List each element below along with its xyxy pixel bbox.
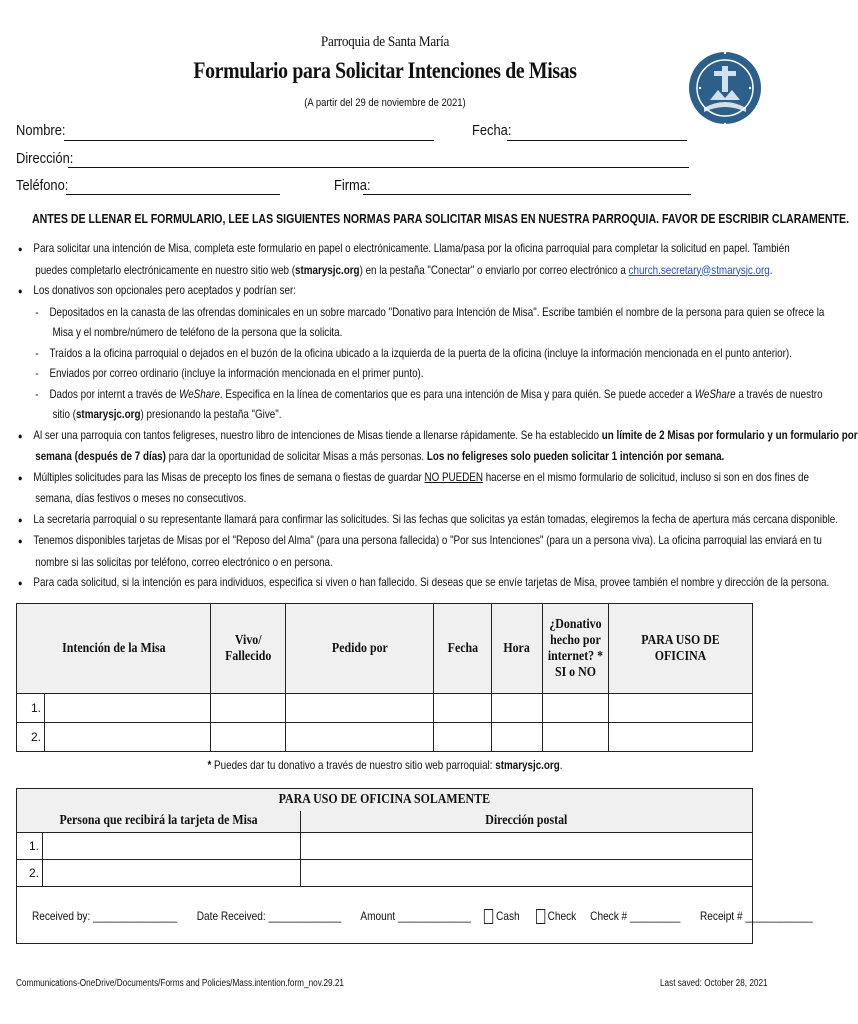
- rule-item: ● La secretaria parroquial o su representante llamará para confirmar las solicitudes. Si las fechas que solicitas ya están tomadas, elegiremos la fecha de apertura más cercana disponible.: [18, 511, 838, 526]
- col-vivo-fallecido: Vivo/ Fallecido: [211, 604, 286, 694]
- footer-saved: Last saved: October 28, 2021: [660, 978, 768, 989]
- rule-item-cont: nombre si las solicitas por teléfono, correo electrónico o en persona.: [35, 554, 333, 569]
- vivo-cell-2[interactable]: [211, 723, 286, 752]
- check-number: Check # _________: [590, 909, 681, 923]
- amount: Amount _____________: [360, 909, 471, 923]
- persona-cell-2: 2.: [17, 860, 301, 887]
- col-fecha: Fecha: [434, 604, 492, 694]
- col-oficina: PARA USO DE OFICINA: [609, 604, 753, 694]
- received-by: Received by: _______________: [32, 909, 178, 923]
- donativo-cell-1[interactable]: [543, 694, 609, 723]
- nombre-label: Nombre:: [16, 122, 66, 139]
- rule-item: ● Para cada solicitud, si la intención es para individuos, especifica si viven o han fallecido. Si deseas que se envíe tarjetas de Misa, provee también el nombre y dirección de la persona.: [18, 575, 830, 589]
- vivo-cell-1[interactable]: [211, 694, 286, 723]
- rules-heading: ANTES DE LLENAR EL FORMULARIO, LEE LAS SIGUIENTES NORMAS PARA SOLICITAR MISAS EN NUESTRA PARROQUIA. FAVOR DE ESCRIBIR CLARAMENTE.: [32, 211, 850, 226]
- received-row: [32, 909, 813, 924]
- intencion-cell-1[interactable]: 1.: [17, 694, 211, 723]
- donation-note: * Puedes dar tu donativo a través de nuestro sitio web parroquial: stmarysjc.org.: [207, 758, 563, 772]
- parish-seal-logo: [688, 38, 762, 138]
- firma-field[interactable]: [363, 194, 691, 195]
- col-intencion: Intención de la Misa: [17, 604, 211, 694]
- col-direccion-postal: Dirección postal: [301, 811, 753, 833]
- persona-cell-1: 1.: [17, 833, 301, 860]
- direccion-cell-1: [301, 833, 753, 860]
- telefono-field[interactable]: [66, 194, 280, 195]
- date-received: Date Received: _____________: [196, 909, 342, 923]
- rule-subitem: - Traídos a la oficina parroquial o dejados en el buzón de la oficina ubicado a la izquierda de la puerta de la oficina (incluye la información mencionada en el punto anterior).: [35, 345, 792, 360]
- col-donativo: ¿Donativo hecho por internet? * SI o NO: [543, 604, 609, 694]
- rule-item: ● Múltiples solicitudes para las Misas de precepto los fines de semana o fiestas de guardar NO PUEDEN hacerse en el mismo formulario de solicitud, incluso si son en dos fines de: [18, 469, 809, 484]
- rules-list: [18, 238, 858, 594]
- oficina-cell-2: [609, 723, 753, 752]
- col-pedido-por: Pedido por: [286, 604, 434, 694]
- nombre-field[interactable]: [64, 140, 434, 141]
- receipt-number: Receipt # ____________: [700, 909, 813, 923]
- fecha-field[interactable]: [507, 140, 687, 141]
- mass-intention-table: [16, 603, 753, 752]
- parish-name: Parroquia de Santa María: [320, 34, 450, 50]
- rule-item: ● Los donativos son opcionales pero aceptados y podrían ser:: [18, 283, 296, 297]
- firma-label: Firma:: [334, 177, 371, 194]
- donativo-cell-2[interactable]: [543, 723, 609, 752]
- office-use-table: [16, 788, 753, 887]
- fecha-cell-2[interactable]: [434, 723, 492, 752]
- direccion-cell-2: [301, 860, 753, 887]
- form-title: Formulario para Solicitar Intenciones de Misas: [193, 58, 577, 83]
- fecha-cell-1[interactable]: [434, 694, 492, 723]
- rule-item-cont: semana, días festivos o meses no consecutivos.: [35, 491, 247, 505]
- intencion-cell-2[interactable]: 2.: [17, 723, 211, 752]
- table-row: [17, 694, 753, 723]
- pedido-cell-2[interactable]: [286, 723, 434, 752]
- form-subtitle: (A partir del 29 de noviembre de 2021): [304, 97, 466, 109]
- office-title: PARA USO DE OFICINA SOLAMENTE: [17, 789, 753, 811]
- table-row: [17, 833, 753, 860]
- col-persona: Persona que recibirá la tarjeta de Misa: [17, 811, 301, 833]
- hora-cell-2[interactable]: [492, 723, 543, 752]
- rule-item-cont: puedes completarlo electrónicamente en nuestro sitio web (stmarysjc.org) en la pestaña "Conectar" o enviarlo por correo electrónico a church.secretary@stmarysjc.org.: [35, 262, 773, 277]
- oficina-cell-1: [609, 694, 753, 723]
- rule-subitem-cont: sitio (stmarysjc.org) presionando la pestaña "Give".: [52, 407, 282, 421]
- rule-subitem: - Dados por internt a través de WeShare. Especifica en la línea de comentarios que es para una intención de Misa y para quién. Se puede acceder a WeShare a través de nuestro: [35, 386, 823, 401]
- col-hora: Hora: [492, 604, 543, 694]
- check-label: Check: [547, 909, 577, 923]
- table-row: [17, 723, 753, 752]
- table-row: [17, 860, 753, 887]
- check-checkbox: [536, 909, 545, 924]
- direccion-field[interactable]: [68, 167, 689, 168]
- rule-item: ● Para solicitar una intención de Misa, completa este formulario en papel o electrónicamente. Llama/pasa por la oficina parroquial para completar la solicitud en papel. También: [18, 241, 790, 255]
- footer-path: Communications-OneDrive/Documents/Forms and Policies/Mass.intention.form_nov.29.21: [16, 978, 344, 989]
- secretary-email-link[interactable]: church.secretary@stmarysjc.org: [628, 262, 770, 277]
- rule-item-cont: semana (después de 7 días) para dar la oportunidad de solicitar Misas a más personas. Los no feligreses solo pueden solicitar 1 intención por semana.: [35, 449, 725, 463]
- rule-item: ● Tenemos disponibles tarjetas de Misas por el "Reposo del Alma" (para una persona fallecida) o "Por sus Intenciones" (para un a persona viva). La oficina parroquial las enviará en tu: [18, 533, 822, 547]
- rule-subitem: - Enviados por correo ordinario (incluye la información mencionada en el primer punto).: [35, 366, 424, 380]
- rule-subitem: - Depositados en la canasta de las ofrendas dominicales en un sobre marcado "Donativo para Intención de Misa". Escribe también el nombre de la persona para quien se ofrece la: [35, 304, 825, 319]
- rule-subitem-cont: Misa y el nombre/número de teléfono de la persona que la solicita.: [52, 325, 343, 339]
- hora-cell-1[interactable]: [492, 694, 543, 723]
- cash-label: Cash: [496, 909, 520, 923]
- direccion-label: Dirección:: [16, 150, 74, 167]
- cash-checkbox: [484, 909, 493, 924]
- fecha-label: Fecha:: [472, 122, 512, 139]
- rule-item: ● Al ser una parroquia con tantos feligreses, nuestro libro de intenciones de Misas tiende a llenarse rápidamente. Se ha establecido un límite de 2 Misas por formulario y un formulario por: [18, 427, 858, 442]
- pedido-cell-1[interactable]: [286, 694, 434, 723]
- telefono-label: Teléfono:: [16, 177, 69, 194]
